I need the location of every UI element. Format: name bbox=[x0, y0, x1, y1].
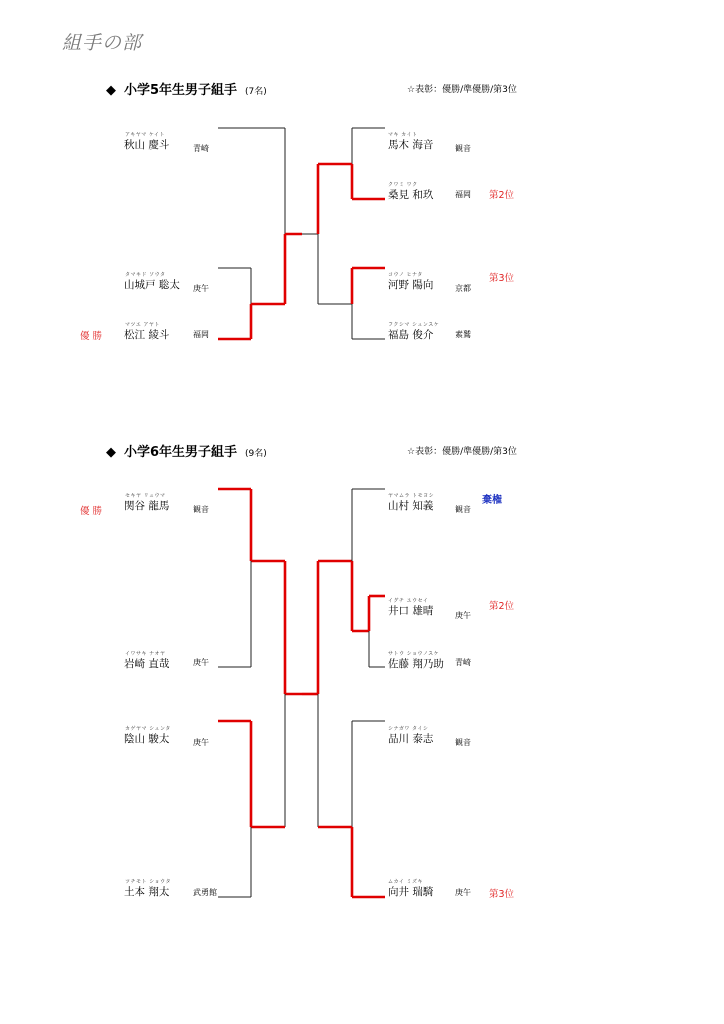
entry-club: 観音 bbox=[455, 144, 471, 153]
entry-club: 青崎 bbox=[193, 144, 209, 153]
bracket-5th-grade bbox=[218, 128, 385, 339]
entry-name: 土本 翔太 bbox=[124, 886, 170, 898]
section2-award-note: ☆表彰：優勝/準優勝/第3位 bbox=[407, 447, 517, 457]
entry-club: 庚午 bbox=[193, 284, 209, 293]
second-place-label: 第2位 bbox=[489, 601, 515, 612]
section1-count: (7名) bbox=[245, 87, 267, 97]
entry-club: 福岡 bbox=[193, 330, 209, 339]
entry-name: 向井 瑞騎 bbox=[388, 886, 434, 898]
entry-name: 福島 俊介 bbox=[388, 329, 434, 341]
entry-furigana: カゲヤマ シュンタ bbox=[125, 726, 171, 732]
section1-award-note: ☆表彰：優勝/準優勝/第3位 bbox=[407, 85, 517, 95]
entry-furigana: ムカイ ミズキ bbox=[388, 879, 423, 885]
entry-name: 関谷 龍馬 bbox=[124, 500, 170, 512]
entry-club: 青崎 bbox=[455, 658, 471, 667]
entry-furigana: マキ カイト bbox=[388, 132, 418, 138]
diamond-icon: ◆ bbox=[106, 445, 116, 460]
entry-club: 庚午 bbox=[455, 888, 471, 897]
entry-name: 桑見 和玖 bbox=[388, 189, 434, 201]
entry-club: 素鷲 bbox=[455, 330, 471, 339]
entry-furigana: マツエ アヤト bbox=[125, 322, 160, 328]
entry-club: 観音 bbox=[193, 505, 209, 514]
withdrawal-label: 棄権 bbox=[482, 495, 502, 506]
entry-club: 武勇館 bbox=[193, 888, 217, 897]
entry-name: 井口 雄晴 bbox=[388, 605, 434, 617]
entry-name: 秋山 慶斗 bbox=[124, 139, 170, 151]
entry-furigana: コウノ ヒナタ bbox=[388, 272, 423, 278]
entry-club: 京都 bbox=[455, 284, 471, 293]
entry-name: 山村 知義 bbox=[388, 500, 434, 512]
entry-name: 佐藤 翔乃助 bbox=[388, 658, 444, 670]
third-place-label: 第3位 bbox=[489, 889, 515, 900]
bracket-6th-grade bbox=[218, 489, 385, 897]
entry-club: 観音 bbox=[455, 738, 471, 747]
entry-name: 松江 綾斗 bbox=[124, 329, 170, 341]
entry-name: 岩崎 直哉 bbox=[124, 658, 170, 670]
entry-furigana: ヤマムラ トモヨシ bbox=[388, 493, 435, 499]
entry-furigana: セキヤ リュウマ bbox=[125, 493, 166, 499]
entry-name: 品川 泰志 bbox=[388, 733, 434, 745]
section1-title-text: 小学5年生男子組手 bbox=[124, 83, 238, 98]
diamond-icon: ◆ bbox=[106, 83, 116, 98]
entry-furigana: タマキド ソウタ bbox=[125, 272, 166, 278]
entry-club: 庚午 bbox=[193, 658, 209, 667]
entry-club: 庚午 bbox=[193, 738, 209, 747]
entry-name: 陰山 駿太 bbox=[124, 733, 170, 745]
entry-name: 河野 陽向 bbox=[388, 279, 434, 291]
second-place-label: 第2位 bbox=[489, 190, 515, 201]
entry-club: 観音 bbox=[455, 505, 471, 514]
entry-club: 庚午 bbox=[455, 611, 471, 620]
section2-title-text: 小学6年生男子組手 bbox=[124, 445, 238, 460]
entry-furigana: アキヤマ ケイト bbox=[125, 132, 166, 138]
entry-furigana: フクシマ シュンスケ bbox=[388, 322, 440, 328]
winner-label: 優 勝 bbox=[80, 331, 103, 342]
third-place-label: 第3位 bbox=[489, 273, 515, 284]
entry-club: 福岡 bbox=[455, 190, 471, 199]
entry-furigana: クワミ ワク bbox=[388, 182, 418, 188]
entry-furigana: シナガワ タイシ bbox=[388, 726, 429, 732]
entry-name: 馬木 海音 bbox=[388, 139, 434, 151]
entry-name: 山城戸 聡太 bbox=[124, 279, 180, 291]
winner-label: 優 勝 bbox=[80, 506, 103, 517]
entry-furigana: イグチ ユウセイ bbox=[388, 598, 429, 604]
section2-count: (9名) bbox=[245, 449, 267, 459]
entry-furigana: ツチモト ショウタ bbox=[125, 879, 171, 885]
page-title: 組手の部 bbox=[62, 32, 143, 54]
entry-furigana: イワサキ ナオヤ bbox=[125, 651, 166, 657]
entry-furigana: サトウ ショウノスケ bbox=[388, 651, 440, 657]
